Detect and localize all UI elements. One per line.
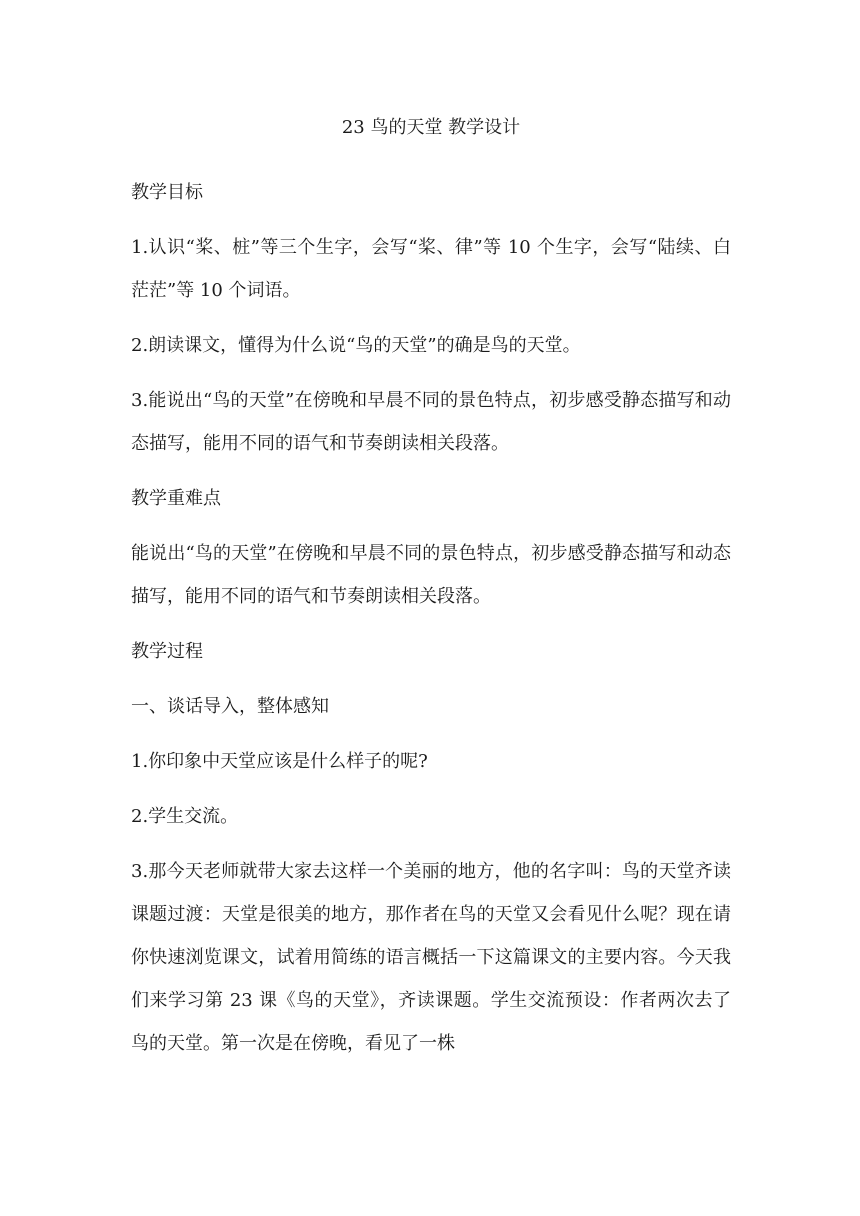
- section-heading-key-points: 教学重难点: [131, 488, 221, 509]
- section-heading-process: 教学过程: [131, 641, 203, 662]
- key-points-text: 能说出“鸟的天堂”在傍晚和早晨不同的景色特点，初步感受静态描写和动态描写，能用不同的语气和节奏朗读相关段落。: [131, 543, 731, 607]
- section-heading-objectives: 教学目标: [131, 182, 203, 203]
- process-item-2: 2.学生交流。: [131, 806, 239, 827]
- document-body: [131, 112, 731, 1077]
- subsection-heading-intro: 一、谈话导入，整体感知: [131, 696, 329, 717]
- objective-item-2: 2.朗读课文，懂得为什么说“鸟的天堂”的确是鸟的天堂。: [131, 335, 581, 356]
- objective-item-3: 3.能说出“鸟的天堂”在傍晚和早晨不同的景色特点，初步感受静态描写和动态描写，能用不同的语气和节奏朗读相关段落。: [131, 390, 731, 454]
- objective-item-1: 1.认识“桨、桩”等三个生字，会写“桨、律”等 10 个生字，会写“陆续、白茫茫”等 10 个词语。: [131, 237, 731, 301]
- process-item-3: 3.那今天老师就带大家去这样一个美丽的地方，他的名字叫：鸟的天堂齐读课题过渡：天堂是很美的地方，那作者在鸟的天堂又会看见什么呢？现在请你快速浏览课文，试着用简练的语言概括一下这篇课文的主要内容。今天我们来学习第 23 课《鸟的天堂》，齐读课题。学生交流预设：作者两次去了鸟的天堂。第一次是在傍晚，看见了一株: [131, 861, 731, 1054]
- document-title: 23 鸟的天堂 教学设计: [341, 117, 521, 138]
- process-item-1: 1.你印象中天堂应该是什么样子的呢?: [131, 751, 428, 772]
